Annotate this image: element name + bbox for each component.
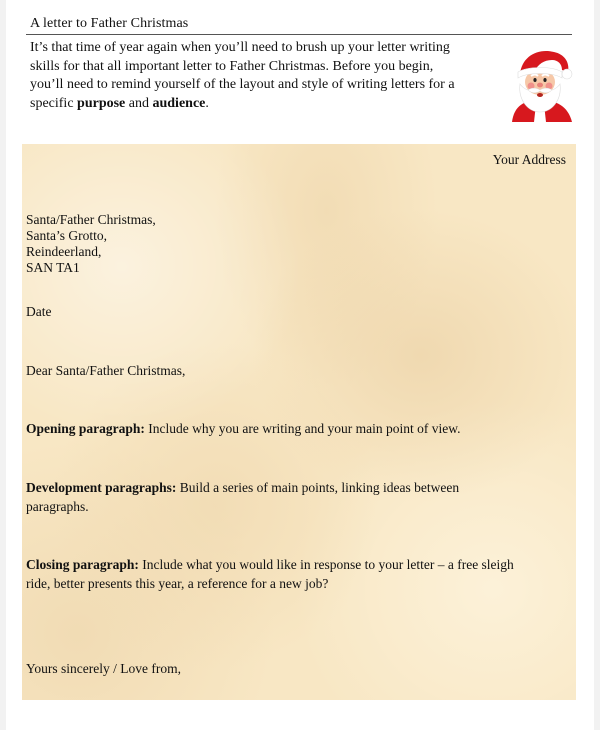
- development-text-line-1: Build a series of main points, linking ideas between: [176, 480, 460, 495]
- intro-line-4-prefix: specific: [30, 95, 78, 111]
- santa-claus-icon: [504, 44, 576, 122]
- closing-label: Closing paragraph:: [26, 557, 139, 572]
- intro-audience: audience: [152, 95, 206, 111]
- recipient-line-1: Santa/Father Christmas,: [26, 212, 156, 227]
- opening-text: Include why you are writing and your main point of view.: [144, 421, 461, 436]
- recipient-address: [26, 212, 156, 276]
- development-text-line-2: paragraphs.: [26, 499, 89, 514]
- intro-line-3: you’ll need to remind yourself of the layout and style of writing letters for a: [30, 77, 455, 92]
- signoff-line: Yours sincerely / Love from,: [26, 661, 181, 676]
- closing-paragraph: [26, 555, 566, 593]
- letter-template-area: [22, 144, 576, 700]
- intro-line-2: skills for that all important letter to Father Christmas. Before you begin,: [30, 58, 434, 74]
- page-edge-right: [594, 0, 600, 730]
- development-paragraph: [26, 478, 566, 516]
- intro-and: and: [125, 95, 153, 111]
- opening-label: Opening paragraph:: [26, 421, 145, 436]
- recipient-line-4: SAN TA1: [26, 260, 80, 275]
- greeting-line: Dear Santa/Father Christmas,: [26, 363, 186, 378]
- title-underline: [26, 34, 572, 35]
- recipient-line-3: Reindeerland,: [26, 244, 102, 259]
- intro-line-1: It’s that time of year again when you’ll need to brush up your letter writing: [30, 40, 450, 55]
- date-line: Date: [26, 304, 52, 319]
- closing-text-line-1: Include what you would like in response to your letter – a free sleigh: [138, 557, 514, 572]
- page-title: A letter to Father Christmas: [30, 16, 189, 31]
- closing-text-line-2: ride, better presents this year, a reference for a new job?: [26, 576, 329, 591]
- intro-paragraph: [30, 39, 500, 113]
- development-label: Development paragraphs:: [26, 480, 177, 495]
- your-address: Your Address: [492, 152, 566, 167]
- intro-end: .: [205, 95, 209, 111]
- intro-purpose: purpose: [77, 95, 126, 111]
- recipient-line-2: Santa’s Grotto,: [26, 228, 107, 243]
- page-edge-left: [0, 0, 6, 730]
- opening-paragraph: [26, 421, 460, 437]
